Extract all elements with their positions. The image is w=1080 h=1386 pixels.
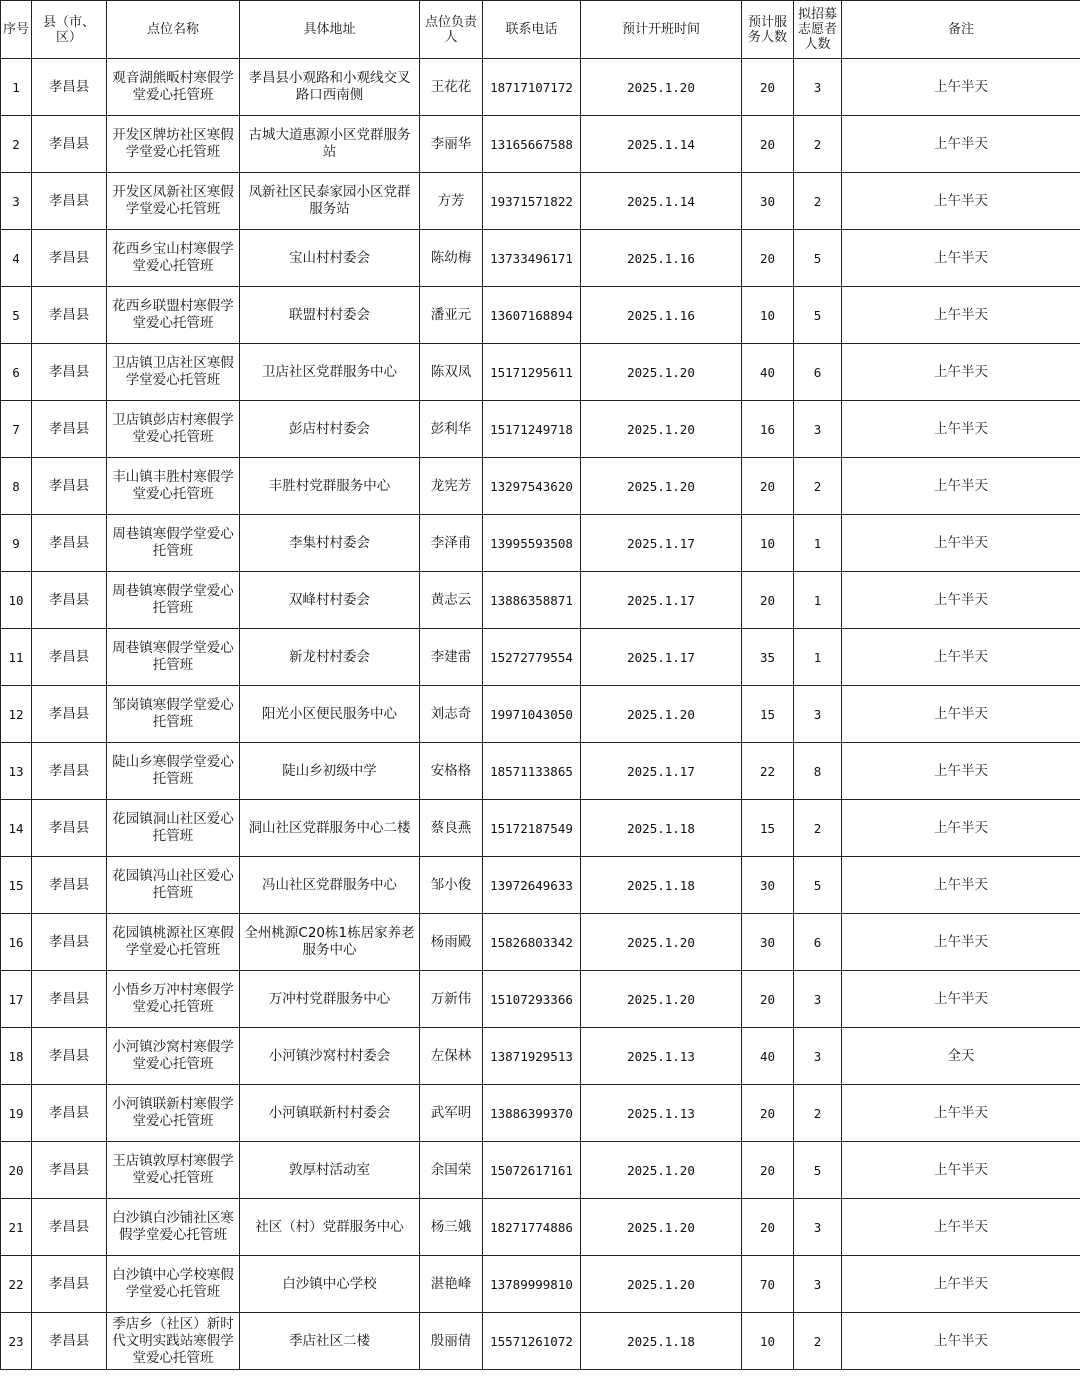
cell-remarks: 上午半天 [842,515,1080,572]
cell-volunteers: 3 [794,59,842,116]
cell-served: 20 [742,59,794,116]
table-row [1,914,1080,971]
cell-seq: 11 [1,629,32,686]
cell-address: 古城大道惠源小区党群服务站 [240,116,420,173]
table-row [1,971,1080,1028]
cell-county: 孝昌县 [32,743,107,800]
cell-start-date: 2025.1.16 [581,230,742,287]
cell-county: 孝昌县 [32,971,107,1028]
cell-county: 孝昌县 [32,914,107,971]
cell-start-date: 2025.1.20 [581,686,742,743]
cell-county: 孝昌县 [32,572,107,629]
cell-manager: 湛艳峰 [420,1256,483,1313]
table-row [1,686,1080,743]
cell-remarks: 上午半天 [842,857,1080,914]
cell-volunteers: 6 [794,344,842,401]
cell-phone: 15171249718 [483,401,581,458]
cell-address: 阳光小区便民服务中心 [240,686,420,743]
cell-site-name: 小河镇沙窝村寒假学堂爱心托管班 [107,1028,240,1085]
cell-site-name: 卫店镇卫店社区寒假学堂爱心托管班 [107,344,240,401]
cell-seq: 16 [1,914,32,971]
cell-volunteers: 3 [794,1256,842,1313]
cell-start-date: 2025.1.18 [581,857,742,914]
cell-served: 10 [742,1313,794,1370]
header-served: 预计服务人数 [742,1,794,59]
cell-phone: 13733496171 [483,230,581,287]
cell-site-name: 花西乡宝山村寒假学堂爱心托管班 [107,230,240,287]
cell-county: 孝昌县 [32,515,107,572]
cell-manager: 龙宪芳 [420,458,483,515]
cell-volunteers: 3 [794,1028,842,1085]
cell-site-name: 观音湖熊畈村寒假学堂爱心托管班 [107,59,240,116]
cell-manager: 李建雷 [420,629,483,686]
cell-seq: 17 [1,971,32,1028]
cell-county: 孝昌县 [32,230,107,287]
cell-remarks: 上午半天 [842,1142,1080,1199]
cell-volunteers: 2 [794,116,842,173]
header-seq: 序号 [1,1,32,59]
cell-seq: 1 [1,59,32,116]
cell-start-date: 2025.1.17 [581,572,742,629]
cell-start-date: 2025.1.14 [581,173,742,230]
cell-address: 万冲村党群服务中心 [240,971,420,1028]
cell-seq: 19 [1,1085,32,1142]
cell-volunteers: 6 [794,914,842,971]
table-body [1,59,1080,1370]
cell-county: 孝昌县 [32,686,107,743]
cell-start-date: 2025.1.20 [581,59,742,116]
header-county: 县（市、区） [32,1,107,59]
cell-start-date: 2025.1.18 [581,1313,742,1370]
cell-phone: 19971043050 [483,686,581,743]
table-row [1,230,1080,287]
header-manager: 点位负责人 [420,1,483,59]
cell-county: 孝昌县 [32,1313,107,1370]
cell-seq: 4 [1,230,32,287]
cell-site-name: 丰山镇丰胜村寒假学堂爱心托管班 [107,458,240,515]
cell-address: 彭店村村委会 [240,401,420,458]
cell-served: 22 [742,743,794,800]
cell-phone: 15172187549 [483,800,581,857]
cell-volunteers: 2 [794,173,842,230]
cell-manager: 李丽华 [420,116,483,173]
cell-address: 社区（村）党群服务中心 [240,1199,420,1256]
table-row [1,1028,1080,1085]
cell-phone: 13789999810 [483,1256,581,1313]
cell-site-name: 王店镇敦厚村寒假学堂爱心托管班 [107,1142,240,1199]
table-row [1,1085,1080,1142]
cell-phone: 15107293366 [483,971,581,1028]
cell-remarks: 上午半天 [842,1085,1080,1142]
cell-start-date: 2025.1.13 [581,1028,742,1085]
cell-remarks: 上午半天 [842,1313,1080,1370]
cell-volunteers: 5 [794,287,842,344]
cell-county: 孝昌县 [32,1028,107,1085]
cell-address: 联盟村村委会 [240,287,420,344]
cell-remarks: 上午半天 [842,458,1080,515]
cell-phone: 15171295611 [483,344,581,401]
cell-county: 孝昌县 [32,629,107,686]
cell-phone: 13165667588 [483,116,581,173]
cell-county: 孝昌县 [32,173,107,230]
cell-seq: 8 [1,458,32,515]
table-row [1,1256,1080,1313]
cell-address: 小河镇沙窝村村委会 [240,1028,420,1085]
cell-manager: 方芳 [420,173,483,230]
cell-served: 10 [742,287,794,344]
cell-site-name: 周巷镇寒假学堂爱心托管班 [107,515,240,572]
cell-county: 孝昌县 [32,857,107,914]
table-row [1,59,1080,116]
cell-seq: 7 [1,401,32,458]
cell-phone: 13871929513 [483,1028,581,1085]
cell-manager: 刘志奇 [420,686,483,743]
cell-start-date: 2025.1.17 [581,515,742,572]
cell-manager: 潘亚元 [420,287,483,344]
cell-remarks: 上午半天 [842,686,1080,743]
cell-address: 冯山社区党群服务中心 [240,857,420,914]
cell-site-name: 开发区牌坊社区寒假学堂爱心托管班 [107,116,240,173]
cell-seq: 6 [1,344,32,401]
cell-manager: 王花花 [420,59,483,116]
cell-phone: 15826803342 [483,914,581,971]
cell-seq: 21 [1,1199,32,1256]
cell-seq: 14 [1,800,32,857]
table-header-row [1,1,1080,59]
cell-volunteers: 1 [794,572,842,629]
cell-served: 30 [742,173,794,230]
cell-manager: 李泽甫 [420,515,483,572]
cell-address: 孝昌县小观路和小观线交叉路口西南侧 [240,59,420,116]
cell-remarks: 上午半天 [842,230,1080,287]
cell-county: 孝昌县 [32,1256,107,1313]
cell-volunteers: 2 [794,800,842,857]
cell-address: 小河镇联新村村委会 [240,1085,420,1142]
table-row [1,743,1080,800]
table-row [1,1142,1080,1199]
cell-served: 10 [742,515,794,572]
cell-address: 全州桃源C20栋1栋居家养老服务中心 [240,914,420,971]
cell-address: 凤新社区民泰家园小区党群服务站 [240,173,420,230]
cell-volunteers: 3 [794,401,842,458]
table-row [1,572,1080,629]
cell-phone: 15072617161 [483,1142,581,1199]
cell-served: 40 [742,344,794,401]
cell-phone: 13886358871 [483,572,581,629]
table-row [1,800,1080,857]
cell-address: 白沙镇中心学校 [240,1256,420,1313]
cell-site-name: 花园镇冯山社区爱心托管班 [107,857,240,914]
cell-address: 季店社区二楼 [240,1313,420,1370]
cell-phone: 13297543620 [483,458,581,515]
cell-remarks: 上午半天 [842,572,1080,629]
cell-served: 40 [742,1028,794,1085]
cell-site-name: 周巷镇寒假学堂爱心托管班 [107,629,240,686]
table-row [1,515,1080,572]
cell-start-date: 2025.1.14 [581,116,742,173]
cell-remarks: 上午半天 [842,1256,1080,1313]
cell-site-name: 小悟乡万冲村寒假学堂爱心托管班 [107,971,240,1028]
cell-seq: 23 [1,1313,32,1370]
cell-served: 70 [742,1256,794,1313]
cell-start-date: 2025.1.20 [581,1256,742,1313]
cell-volunteers: 5 [794,857,842,914]
header-address: 具体地址 [240,1,420,59]
cell-manager: 万新伟 [420,971,483,1028]
cell-served: 20 [742,572,794,629]
cell-volunteers: 2 [794,1085,842,1142]
cell-remarks: 上午半天 [842,173,1080,230]
cell-volunteers: 5 [794,1142,842,1199]
table-row [1,344,1080,401]
cell-volunteers: 2 [794,1313,842,1370]
cell-remarks: 上午半天 [842,401,1080,458]
cell-address: 洞山社区党群服务中心二楼 [240,800,420,857]
cell-seq: 9 [1,515,32,572]
cell-remarks: 上午半天 [842,287,1080,344]
cell-served: 20 [742,1085,794,1142]
cell-served: 20 [742,458,794,515]
cell-phone: 13607168894 [483,287,581,344]
cell-site-name: 周巷镇寒假学堂爱心托管班 [107,572,240,629]
cell-manager: 殷丽倩 [420,1313,483,1370]
header-site-name: 点位名称 [107,1,240,59]
cell-site-name: 花园镇洞山社区爱心托管班 [107,800,240,857]
cell-county: 孝昌县 [32,401,107,458]
cell-remarks: 上午半天 [842,629,1080,686]
cell-remarks: 上午半天 [842,1199,1080,1256]
cell-address: 丰胜村党群服务中心 [240,458,420,515]
cell-manager: 邹小俊 [420,857,483,914]
cell-served: 16 [742,401,794,458]
cell-site-name: 卫店镇彭店村寒假学堂爱心托管班 [107,401,240,458]
cell-volunteers: 1 [794,629,842,686]
table-row [1,173,1080,230]
cell-seq: 12 [1,686,32,743]
cell-county: 孝昌县 [32,344,107,401]
table-row [1,287,1080,344]
cell-seq: 5 [1,287,32,344]
table-row [1,629,1080,686]
cell-start-date: 2025.1.17 [581,743,742,800]
cell-manager: 彭利华 [420,401,483,458]
cell-phone: 13972649633 [483,857,581,914]
cell-start-date: 2025.1.20 [581,914,742,971]
cell-county: 孝昌县 [32,59,107,116]
cell-manager: 安格格 [420,743,483,800]
cell-manager: 武军明 [420,1085,483,1142]
cell-address: 李集村村委会 [240,515,420,572]
cell-address: 新龙村村委会 [240,629,420,686]
cell-site-name: 白沙镇中心学校寒假学堂爱心托管班 [107,1256,240,1313]
cell-remarks: 上午半天 [842,116,1080,173]
cell-start-date: 2025.1.16 [581,287,742,344]
cell-county: 孝昌县 [32,287,107,344]
cell-manager: 陈双凤 [420,344,483,401]
table-row [1,857,1080,914]
cell-county: 孝昌县 [32,1199,107,1256]
cell-phone: 19371571822 [483,173,581,230]
cell-remarks: 上午半天 [842,914,1080,971]
cell-county: 孝昌县 [32,458,107,515]
cell-start-date: 2025.1.20 [581,1142,742,1199]
cell-volunteers: 8 [794,743,842,800]
cell-seq: 10 [1,572,32,629]
cell-volunteers: 3 [794,686,842,743]
cell-served: 35 [742,629,794,686]
cell-seq: 20 [1,1142,32,1199]
cell-county: 孝昌县 [32,1142,107,1199]
cell-start-date: 2025.1.20 [581,971,742,1028]
cell-address: 敦厚村活动室 [240,1142,420,1199]
cell-site-name: 邹岗镇寒假学堂爱心托管班 [107,686,240,743]
cell-county: 孝昌县 [32,800,107,857]
cell-address: 卫店社区党群服务中心 [240,344,420,401]
cell-phone: 18271774886 [483,1199,581,1256]
cell-volunteers: 1 [794,515,842,572]
cell-volunteers: 5 [794,230,842,287]
cell-served: 20 [742,1199,794,1256]
cell-manager: 杨三娥 [420,1199,483,1256]
cell-manager: 陈幼梅 [420,230,483,287]
cell-address: 宝山村村委会 [240,230,420,287]
cell-remarks: 上午半天 [842,59,1080,116]
cell-phone: 15571261072 [483,1313,581,1370]
cell-manager: 左保林 [420,1028,483,1085]
cell-volunteers: 3 [794,1199,842,1256]
cell-site-name: 花西乡联盟村寒假学堂爱心托管班 [107,287,240,344]
cell-manager: 蔡良燕 [420,800,483,857]
cell-served: 20 [742,1142,794,1199]
cell-seq: 3 [1,173,32,230]
cell-address: 双峰村村委会 [240,572,420,629]
header-start-date: 预计开班时间 [581,1,742,59]
cell-manager: 余国荣 [420,1142,483,1199]
header-volunteers: 拟招募志愿者人数 [794,1,842,59]
cell-manager: 杨雨殿 [420,914,483,971]
cell-seq: 15 [1,857,32,914]
cell-start-date: 2025.1.20 [581,401,742,458]
cell-served: 20 [742,116,794,173]
cell-served: 20 [742,230,794,287]
cell-volunteers: 2 [794,458,842,515]
cell-start-date: 2025.1.20 [581,458,742,515]
table-row [1,1313,1080,1370]
table-row [1,1199,1080,1256]
cell-phone: 13886399370 [483,1085,581,1142]
cell-remarks: 上午半天 [842,971,1080,1028]
cell-served: 30 [742,857,794,914]
cell-phone: 18717107172 [483,59,581,116]
cell-seq: 22 [1,1256,32,1313]
table-row [1,116,1080,173]
cell-served: 15 [742,800,794,857]
cell-start-date: 2025.1.20 [581,1199,742,1256]
cell-seq: 18 [1,1028,32,1085]
cell-start-date: 2025.1.17 [581,629,742,686]
cell-remarks: 上午半天 [842,344,1080,401]
cell-phone: 15272779554 [483,629,581,686]
cell-seq: 13 [1,743,32,800]
cell-remarks: 全天 [842,1028,1080,1085]
header-phone: 联系电话 [483,1,581,59]
cell-served: 30 [742,914,794,971]
cell-served: 20 [742,971,794,1028]
cell-address: 陡山乡初级中学 [240,743,420,800]
cell-site-name: 花园镇桃源社区寒假学堂爱心托管班 [107,914,240,971]
cell-phone: 18571133865 [483,743,581,800]
table-row [1,401,1080,458]
cell-remarks: 上午半天 [842,800,1080,857]
cell-start-date: 2025.1.20 [581,344,742,401]
table-row [1,458,1080,515]
cell-start-date: 2025.1.18 [581,800,742,857]
cell-phone: 13995593508 [483,515,581,572]
cell-site-name: 开发区凤新社区寒假学堂爱心托管班 [107,173,240,230]
cell-site-name: 季店乡（社区）新时代文明实践站寒假学堂爱心托管班 [107,1313,240,1370]
cell-start-date: 2025.1.13 [581,1085,742,1142]
cell-county: 孝昌县 [32,116,107,173]
cell-served: 15 [742,686,794,743]
cell-seq: 2 [1,116,32,173]
cell-volunteers: 3 [794,971,842,1028]
cell-remarks: 上午半天 [842,743,1080,800]
cell-county: 孝昌县 [32,1085,107,1142]
cell-site-name: 小河镇联新村寒假学堂爱心托管班 [107,1085,240,1142]
cell-site-name: 陡山乡寒假学堂爱心托管班 [107,743,240,800]
header-remarks: 备注 [842,1,1080,59]
cell-manager: 黄志云 [420,572,483,629]
cell-site-name: 白沙镇白沙铺社区寒假学堂爱心托管班 [107,1199,240,1256]
